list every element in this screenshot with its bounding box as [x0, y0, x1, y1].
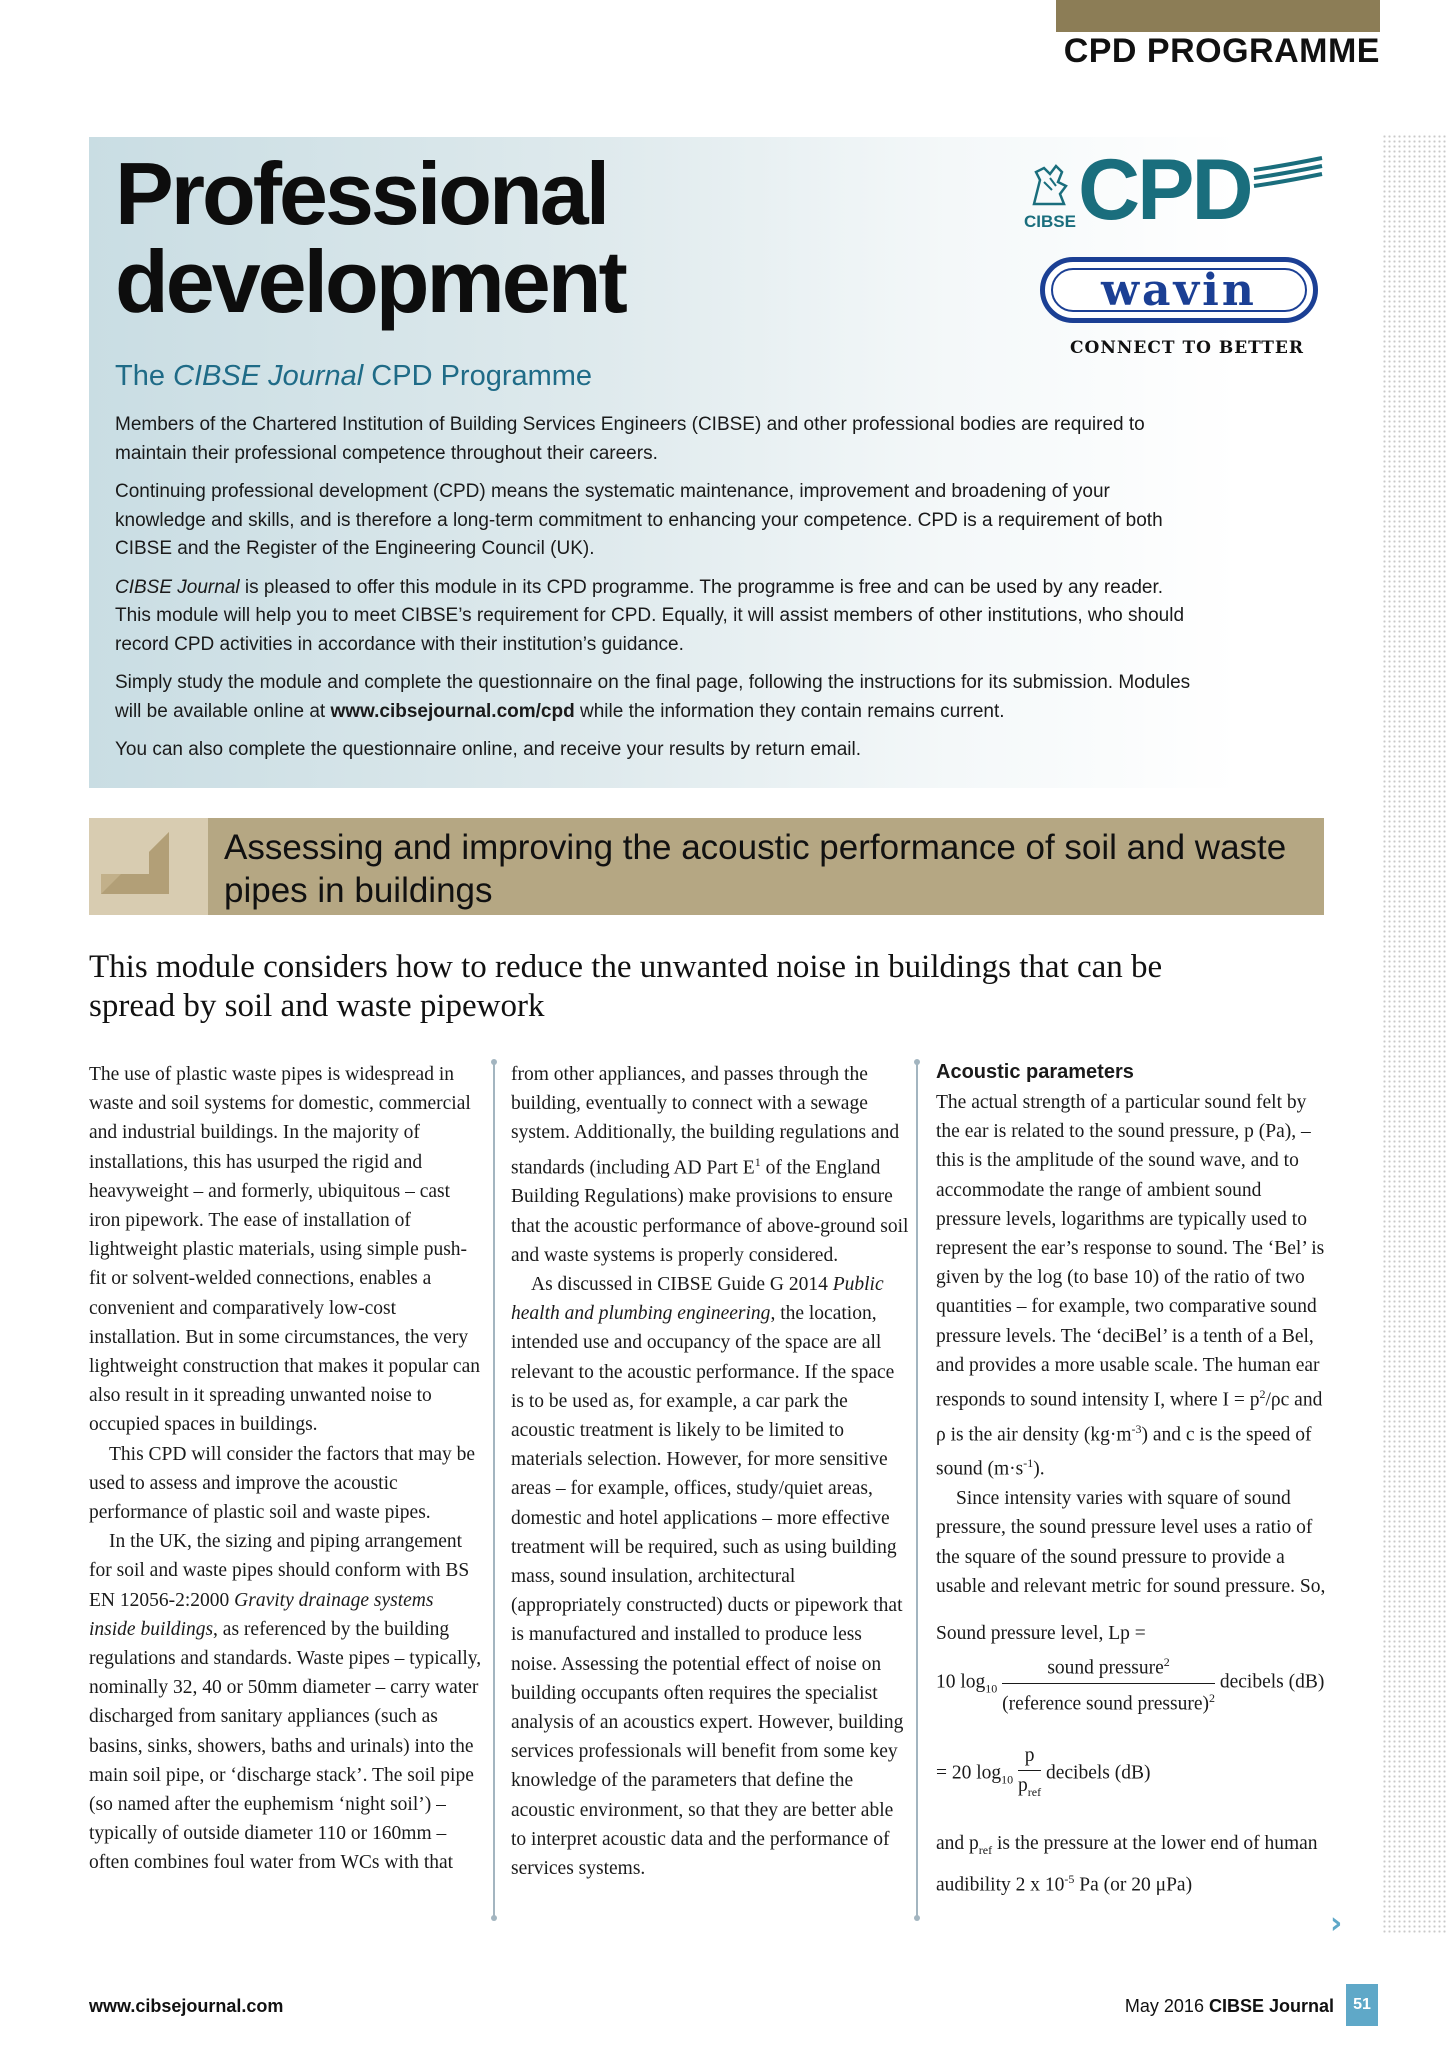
module-lead: This module considers how to reduce the unwanted noise in buildings that can be spread by soil and waste pipework [89, 949, 1163, 1024]
body-paragraph: from other appliances, and passes through the building, eventually to connect with a sewage system. Additionally, the building regulations and standards (including AD Part $E^1$ of the England Building Regulations) make provisions to ensure that the acoustic performance of above-ground soil and waste systems is properly considered. [511, 1064, 909, 1266]
module-title: Assessing and improving the acoustic performance of soil and waste pipes in buildings [224, 828, 1287, 910]
continue-arrow-icon[interactable]: › [1330, 1906, 1343, 1941]
wavin-tagline: CONNECT TO BETTER [1070, 338, 1304, 358]
formula-spl [936, 1619, 1328, 1719]
cibse-cpd-logo [1024, 142, 1324, 242]
cibse-crest-icon [1026, 160, 1076, 210]
page-title [115, 144, 625, 331]
intro-paragraph: Continuing professional development (CPD) means the systematic maintenance, improvement and broadening of your knowledge and skills, and is therefore a long-term commitment to enhancing your competence. CPD is a requirement of both CIBSE and the Register of the Engineering Council (UK). [115, 481, 1163, 559]
intro-paragraph: Simply study the module and complete the questionnaire on the final page, following the instructions for its submission. Modules will be available online at www.cibsejournal.com/cpd while the information they contain remains current. [115, 672, 1191, 722]
formula-spl-simplified: = 20 $\log_{10}$ $\frac{p}{p_{ref}}$ decibels (dB) [936, 1741, 1328, 1807]
article-column-2 [511, 1060, 909, 1883]
cibse-wordmark: CIBSE [1024, 212, 1076, 231]
footer-issue: May 2016 CIBSE Journal [1124, 1996, 1334, 2016]
column-divider [916, 1062, 918, 1918]
section-heading: Acoustic parameters [936, 1061, 1134, 1083]
intro-text [115, 411, 1195, 775]
formula-label: Sound pressure level, Lp = [936, 1622, 1146, 1644]
page-number: 51 [1346, 1984, 1378, 2026]
page-title-line2: development [115, 232, 625, 331]
body-paragraph: This CPD will consider the factors that may be used to assess and improve the acoustic performance of plastic soil and waste pipes. [89, 1443, 476, 1524]
intro-paragraph: You can also complete the questionnaire online, and receive your results by return email. [115, 739, 862, 760]
programme-subtitle: The CIBSE Journal CPD Programme [115, 360, 593, 392]
section-label: CPD PROGRAMME [1063, 32, 1380, 70]
decorative-dot-strip [1382, 134, 1448, 1934]
page-title-line1: Professional [115, 144, 608, 243]
chevron-graphic-icon [89, 818, 209, 915]
wavin-logo [1040, 257, 1318, 323]
formula-fraction: $\frac{sound pressure^2}{(reference sound pressure)^2}$ [1002, 1648, 1215, 1718]
body-paragraph: The actual strength of a particular sound felt by the ear is related to the sound pressure, p (Pa), – this is the amplitude of the sound wave, and to accommodate the range of ambient sound pressure levels, logarithms are typically used to represent the ear’s response to sound. The ‘Bel’ is given by the log (to base 10) of the ratio of two quantities – for example, two comparative sound pressure levels. The ‘deciBel’ is a tenth of a Bel, and provides a more usable scale. The human ear responds to sound intensity I, where $I = p^2/\rho c$ and ρ is the air density $(kg\cdot m^{-3})$ and c is the speed of sound $(m\cdot s^{-1})$. [936, 1092, 1325, 1480]
wavin-wordmark: wavin [1051, 268, 1307, 312]
footer-url[interactable]: www.cibsejournal.com [89, 1996, 284, 2016]
formula-line: 10 $\log_{10}$ $\frac{sound pressure^2}{(reference sound pressure)^2}$ decibels (dB) [936, 1648, 1328, 1718]
article-column-1 [89, 1060, 484, 1878]
article-column-3 [936, 1060, 1328, 1900]
formula-fraction: $\frac{p}{p_{ref}}$ [1018, 1741, 1041, 1807]
intro-paragraph: CIBSE Journal is pleased to offer this module in its CPD programme. The programme is free and can be used by any reader. This module will help you to meet CIBSE’s requirement for CPD. Equally, it will assist members of other institutions, who should record CPD activities in accordance with their institution’s guidance. [115, 576, 1185, 655]
body-paragraph: As discussed in CIBSE Guide G 2014 Public health and plumbing engineering, the location, intended use and occupancy of the space are all relevant to the acoustic performance. If the space is to be used as, for example, a car park the acoustic treatment is likely to be limited to materials selection. However, for more sensitive areas – for example, offices, study/quiet areas, domestic and hotel applications – more effective treatment will be required, such as using building mass, sound insulation, architectural (appropriately constructed) ducts or pipework that is manufactured and installed to produce less noise. Assessing the potential effect of noise on building occupants often requires the specialist analysis of an acoustics expert. However, building services professionals will benefit from some key knowledge of the parameters that define the acoustic environment, so that they are better able to interpret acoustic data and the performance of services systems. [511, 1273, 904, 1879]
body-paragraph: In the UK, the sizing and piping arrangement for soil and waste pipes should conform with BS EN 12056-2:2000 Gravity drainage systems inside buildings, as referenced by the building regulations and standards. Waste pipes – typically, nominally 32, 40 or 50mm diameter – carry water discharged from sanitary appliances (such as basins, sinks, showers, baths and urinals) into the main soil pipe, or ‘discharge stack’. The soil pipe (so named after the euphemism ‘night soil’) – typically of outside diameter 110 or 160mm – often combines foul water from WCs with that [89, 1531, 482, 1874]
top-accent-bar [1056, 0, 1380, 32]
cpd-swoosh-icon [1252, 156, 1324, 196]
body-paragraph: Since intensity varies with square of sound pressure, the sound pressure level uses a ratio of the square of the sound pressure to provide a usable and relevant metric for sound pressure. So, [936, 1488, 1326, 1597]
intro-paragraph: Members of the Chartered Institution of Building Services Engineers (CIBSE) and other professional bodies are required to maintain their professional competence throughout their careers. [115, 414, 1145, 464]
cpd-url-link[interactable]: www.cibsejournal.com/cpd [330, 700, 575, 722]
module-icon [89, 818, 209, 915]
column-divider [493, 1062, 495, 1918]
cpd-wordmark: CPD [1078, 142, 1251, 238]
body-paragraph: The use of plastic waste pipes is widespread in waste and soil systems for domestic, commercial and industrial buildings. In the majority of installations, this has usurped the rigid and heavyweight – and formerly, ubiquitous – cast iron pipework. The ease of installation of lightweight plastic materials, using simple push-fit or solvent-welded connections, enables a convenient and comparatively low-cost installation. But in some circumstances, the very lightweight construction that makes it popular can also result in it spreading unwanted noise to occupied spaces in buildings. [89, 1064, 480, 1436]
body-paragraph: and $p_{ref}$ is the pressure at the lower end of human audibility 2 x $10^{-5}$ Pa (or 20 μPa) [936, 1832, 1318, 1896]
